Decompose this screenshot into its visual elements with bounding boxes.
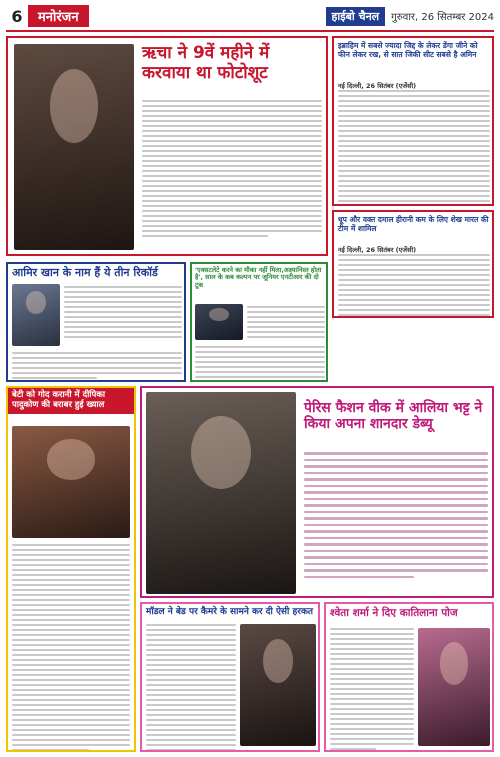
- ntr-body-text-bottom: [195, 346, 325, 382]
- story-aamir: [6, 262, 186, 382]
- ibrahim-headline: इब्राहिम में सबसे ज्यादा जिद्द के लेकर डेंगा जीने को फीन लेकर रख, से सात जिकी सीट सबसे है अमिन: [338, 41, 478, 59]
- section-title: मनोरंजन: [28, 5, 89, 27]
- ntr-photo: [195, 304, 243, 340]
- story-richa: [6, 36, 328, 256]
- header-rule: [6, 30, 494, 32]
- shweta-headline: श्वेता शर्मा ने दिए कातिलाना पोज: [330, 607, 458, 619]
- cricket-body-text: [338, 254, 490, 318]
- deepika-body-text: [12, 544, 130, 751]
- ntr-body-text-right: [247, 306, 325, 338]
- story-cricket: [332, 210, 494, 318]
- cricket-byline: नई दिल्ली, 26 सितंबर (एजेंसी): [338, 246, 417, 254]
- aamir-headline: आमिर खान के नाम हैं ये तीन रिकॉर्ड: [12, 266, 158, 279]
- page-header: [6, 4, 494, 28]
- issue-date: गुरुवार, 26 सितम्बर 2024: [391, 12, 494, 23]
- story-deepika: [6, 386, 136, 752]
- newspaper-name: हाईबो चैनल: [326, 7, 386, 26]
- aamir-body-text-right: [64, 286, 182, 338]
- model-photo: [240, 624, 316, 746]
- richa-headline-line2: करवाया था फोटोशूट: [142, 62, 268, 83]
- shweta-photo: [418, 628, 490, 746]
- ibrahim-body-text: [338, 90, 490, 206]
- richa-photo: [14, 44, 134, 250]
- ibrahim-byline: नई दिल्ली, 26 सितंबर (एजेंसी): [338, 82, 417, 90]
- alia-photo: [146, 392, 296, 594]
- page-number: 6: [11, 6, 23, 26]
- ntr-headline: 'एक्सटलेटे करने का मौका नहीं मिला,अक्ष्यानिस्त होता है', साल के कब कल्पन पर जूनियर एनटीआर की दो टूक: [195, 266, 322, 289]
- aamir-body-text-bottom: [12, 352, 182, 379]
- alia-headline: पेरिस फैशन वीक में आलिया भट्ट ने किया अपना शानदार डेब्यू: [304, 400, 483, 433]
- alia-body-text: [304, 452, 488, 578]
- aamir-photo: [12, 284, 60, 346]
- shweta-body-text: [330, 628, 414, 750]
- story-model: [140, 602, 320, 752]
- deepika-headline: बेटी को गोद करानी में दीपिका पादुकोण की बराबर हुई ख्याल: [8, 388, 134, 414]
- story-ntr: [190, 262, 328, 382]
- story-ibrahim: [332, 36, 494, 206]
- richa-body-text: [142, 100, 322, 237]
- story-shweta: [324, 602, 494, 752]
- model-body-text: [146, 624, 236, 752]
- deepika-photo: [12, 426, 130, 538]
- model-headline: मॉडल ने बेड पर कैमरे के सामने कर दी ऐसी हरकत: [146, 607, 313, 617]
- masthead: [326, 7, 494, 26]
- richa-headline-line1: ऋचा ने 9वें महीने में: [142, 43, 270, 63]
- story-alia: [140, 386, 494, 598]
- cricket-headline: धूप और वक्त दमाल हीरानी कम के लिए शेख मारत की टीम में शामिल: [338, 215, 489, 233]
